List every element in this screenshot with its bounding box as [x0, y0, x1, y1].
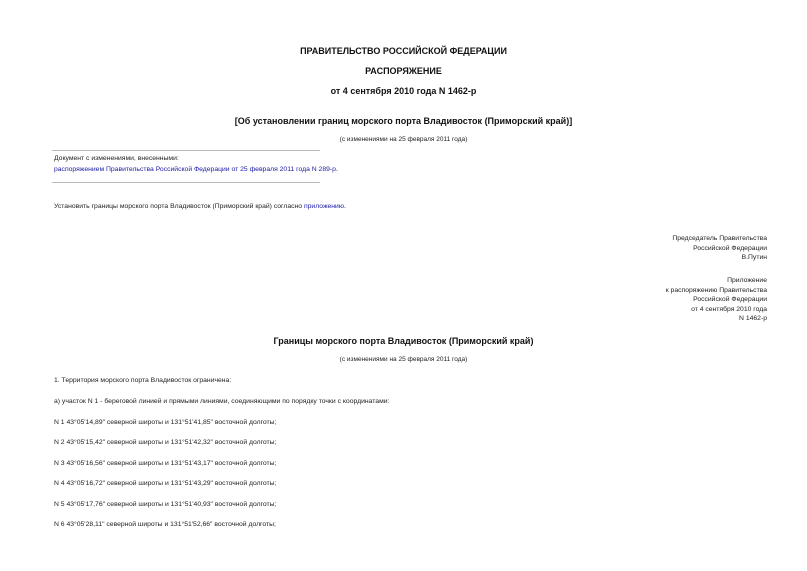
coordinate-point: N 6 43°05'28,11" северной широты и 131°51'52,66" восточной долготы; [54, 521, 276, 528]
appendix-line-4: от 4 сентября 2010 года [691, 305, 767, 313]
coordinate-point: N 3 43°05'16,56" северной широты и 131°51'43,17" восточной долготы; [54, 460, 277, 467]
changes-line [54, 166, 338, 173]
divider-bottom [52, 182, 320, 183]
amendment-link-suffix: . [335, 166, 338, 173]
signature-position: Председатель Правительства [672, 235, 767, 242]
signature-name: В.Путин [741, 254, 767, 261]
document-type: РАСПОРЯЖЕНИЕ [365, 66, 442, 76]
appendix-block [666, 276, 767, 324]
coordinate-point: N 2 43°05'15,42" северной широты и 131°51'42,32" восточной долготы; [54, 439, 277, 446]
coordinate-point: N 5 43°05'17,76" северной широты и 131°51'40,93" восточной долготы; [54, 501, 277, 508]
signature-block [672, 234, 767, 263]
government-heading: ПРАВИТЕЛЬСТВО РОССИЙСКОЙ ФЕДЕРАЦИИ [300, 46, 507, 56]
signature-country: Российской Федерации [693, 244, 767, 252]
appendix-line-5: N 1462-р [739, 315, 767, 322]
divider-top [52, 150, 320, 151]
paragraph-1: 1. Территория морского порта Владивосток ограничена: [54, 377, 232, 384]
document-title: [Об установлении границ морского порта Владивосток (Приморский край)] [234, 116, 573, 126]
coordinate-point: N 4 43°05'16,72" северной широты и 131°51'43,29" восточной долготы; [54, 480, 277, 487]
body-suffix: . [343, 203, 346, 210]
section-amended-note: (с изменениями на 25 февраля 2011 года) [339, 356, 468, 363]
paragraph-2: а) участок N 1 - береговой линией и прямыми линиями, соединяющими по порядку точки с координатами: [54, 398, 390, 405]
coordinate-point: N 1 43°05'14,89" северной широты и 131°51'41,85" восточной долготы; [54, 419, 277, 426]
appendix-line-3: Российской Федерации [693, 296, 767, 303]
appendix-line-1: Приложение [727, 277, 767, 284]
section-title: Границы морского порта Владивосток (Приморский край) [273, 336, 534, 346]
document-date: от 4 сентября 2010 года N 1462-р [330, 86, 477, 96]
body-text: Установить границы морского порта Владивосток (Приморский край) согласно [54, 203, 304, 210]
body-paragraph [54, 203, 346, 210]
appendix-link[interactable]: приложению [303, 203, 344, 210]
amendment-link[interactable]: распоряжением Правительства Российской Федерации от 25 февраля 2011 года N 289-р [54, 166, 336, 173]
amended-note: (с изменениями на 25 февраля 2011 года) [339, 136, 468, 143]
appendix-line-2: к распоряжению Правительства [665, 286, 767, 294]
changes-label: Документ с изменениями, внесенными: [54, 155, 179, 162]
